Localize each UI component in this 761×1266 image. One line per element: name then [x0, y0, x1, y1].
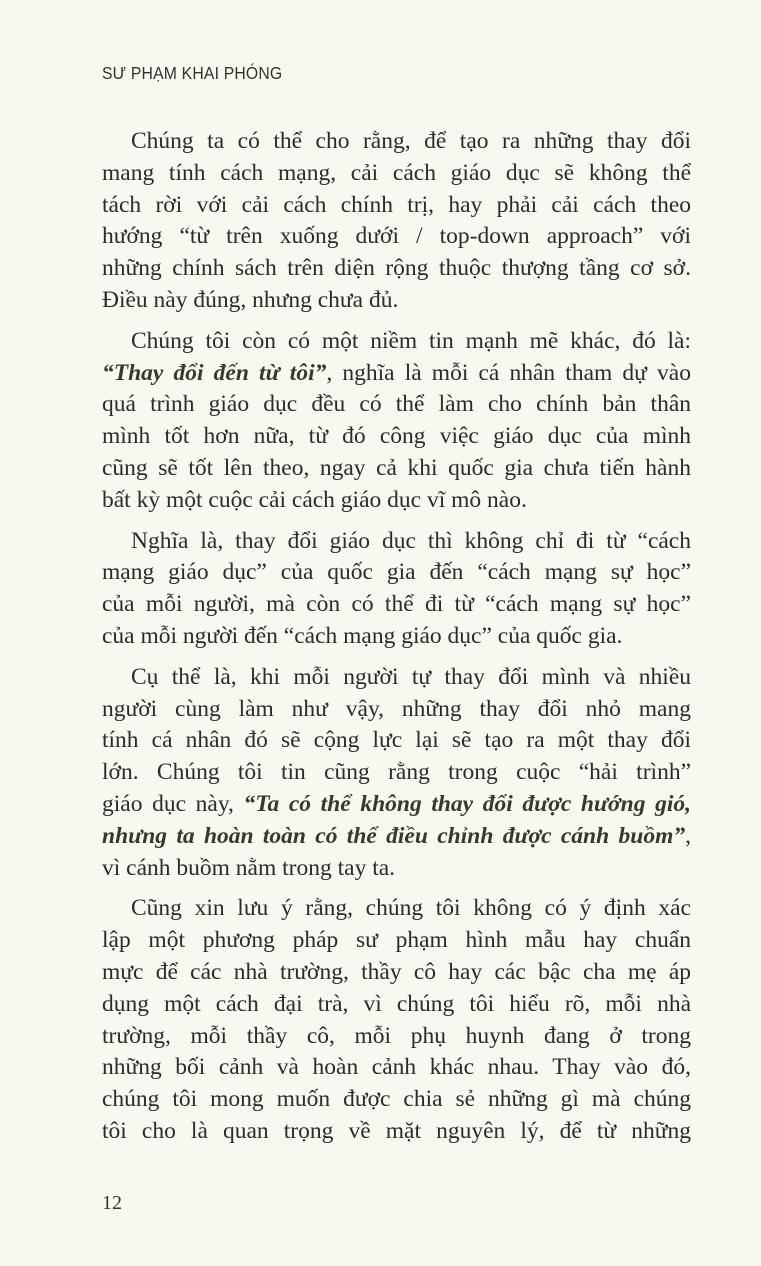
- text-segment: chúng tôi mong muốn được chia sẻ những gì mà chúng: [102, 1086, 691, 1113]
- text-segment: những bối cảnh và hoàn cảnh khác nhau. Thay vào đó,: [102, 1054, 691, 1081]
- text-segment: quá trình giáo dục đều có thể làm cho chính bản thân: [102, 391, 691, 418]
- text-line: [102, 789, 691, 821]
- page-number: 12: [102, 1192, 122, 1214]
- text-line: [102, 453, 691, 485]
- paragraph: [102, 526, 691, 653]
- text-segment: Chúng ta có thể cho rằng, để tạo ra những thay đổi: [131, 128, 691, 154]
- text-line: [102, 925, 691, 957]
- text-segment: những chính sách trên diện rộng thuộc thượng tầng cơ sở.: [102, 255, 691, 282]
- text-line: [102, 757, 691, 789]
- text-segment: Nghĩa là, thay đổi giáo dục thì không chỉ đi từ “cách: [131, 527, 691, 554]
- text-segment: mực để các nhà trường, thầy cô hay các bậc cha mẹ áp: [102, 958, 691, 985]
- text-line: [102, 190, 691, 222]
- paragraph: [102, 893, 691, 1147]
- text-line: [102, 485, 691, 517]
- text-segment: hướng “từ trên xuống dưới / top-down approach” với: [102, 223, 691, 250]
- text-segment: Cụ thể là, khi mỗi người tự thay đổi mình và nhiều: [131, 663, 691, 690]
- text-line: [102, 821, 691, 853]
- text-line: [102, 285, 691, 317]
- text-segment: của mỗi người đến “cách mạng giáo dục” của quốc gia.: [102, 622, 623, 649]
- text-segment: của mỗi người, mà còn có thể đi từ “cách mạng sự học”: [102, 591, 691, 618]
- text-segment: mạng giáo dục” của quốc gia đến “cách mạng sự học”: [102, 559, 691, 586]
- text-segment: tách rời với cải cách chính trị, hay phải cải cách theo: [102, 191, 691, 218]
- text-segment: dụng một cách đại trà, vì chúng tôi hiểu rõ, mỗi nhà: [102, 990, 691, 1017]
- text-segment: tính cá nhân đó sẽ cộng lực lại sẽ tạo ra một thay đổi: [102, 727, 691, 754]
- text-line: [102, 326, 691, 358]
- text-segment: giáo dục này,: [102, 790, 244, 817]
- text-line: [102, 957, 691, 989]
- text-line: [102, 589, 691, 621]
- running-head: SƯ PHẠM KHAI PHÓNG: [102, 63, 283, 83]
- text-line: [102, 621, 691, 653]
- text-line: [102, 694, 691, 726]
- text-segment: lớn. Chúng tôi tin cũng rằng trong cuộc “hải trình”: [102, 759, 691, 786]
- text-line: [102, 253, 691, 285]
- text-segment: cũng sẽ tốt lên theo, ngay cả khi quốc gia chưa tiến hành: [102, 454, 691, 481]
- text-segment: mang tính cách mạng, cải cách giáo dục sẽ không thể: [102, 159, 691, 186]
- paragraph: [102, 126, 691, 317]
- text-line: [102, 126, 691, 158]
- text-line: [102, 389, 691, 421]
- text-segment: , nghĩa là mỗi cá nhân tham dự vào: [326, 359, 691, 386]
- text-segment: Chúng tôi còn có một niềm tin mạnh mẽ khác, đó là:: [131, 327, 691, 354]
- text-segment: Điều này đúng, nhưng chưa đủ.: [102, 286, 399, 313]
- text-segment: tôi cho là quan trọng về mặt nguyên lý, để từ những: [102, 1117, 691, 1144]
- text-line: [102, 1021, 691, 1053]
- text-segment: trường, mỗi thầy cô, mỗi phụ huynh đang ở trong: [102, 1022, 691, 1049]
- page-body: [102, 126, 691, 1157]
- text-line: [102, 989, 691, 1021]
- text-line: [102, 893, 691, 925]
- text-segment: lập một phương pháp sư phạm hình mẫu hay chuẩn: [102, 927, 691, 954]
- text-line: [102, 1116, 691, 1148]
- text-line: [102, 853, 691, 885]
- text-line: [102, 1084, 691, 1116]
- paragraph: [102, 662, 691, 885]
- paragraph: [102, 326, 691, 517]
- text-line: [102, 1052, 691, 1084]
- text-line: [102, 526, 691, 558]
- text-line: [102, 421, 691, 453]
- text-segment: Cũng xin lưu ý rằng, chúng tôi không có ý định xác: [131, 895, 691, 922]
- italic-quote: nhưng ta hoàn toàn có thể điều chỉnh được cánh buồm”: [102, 822, 686, 849]
- text-segment: vì cánh buồm nằm trong tay ta.: [102, 854, 396, 881]
- text-segment: người cùng làm như vậy, những thay đổi nhỏ mang: [102, 695, 691, 722]
- text-line: [102, 158, 691, 190]
- text-line: [102, 662, 691, 694]
- text-line: [102, 221, 691, 253]
- text-segment: mình tốt hơn nữa, từ đó công việc giáo dục của mình: [102, 423, 691, 450]
- text-segment: ,: [685, 822, 691, 849]
- italic-quote: “Ta có thể không thay đổi được hướng gió,: [243, 790, 691, 817]
- text-line: [102, 358, 691, 390]
- text-line: [102, 557, 691, 589]
- italic-quote: “Thay đổi đến từ tôi”: [102, 359, 327, 386]
- text-line: [102, 725, 691, 757]
- text-segment: bất kỳ một cuộc cải cách giáo dục vĩ mô nào.: [102, 486, 527, 513]
